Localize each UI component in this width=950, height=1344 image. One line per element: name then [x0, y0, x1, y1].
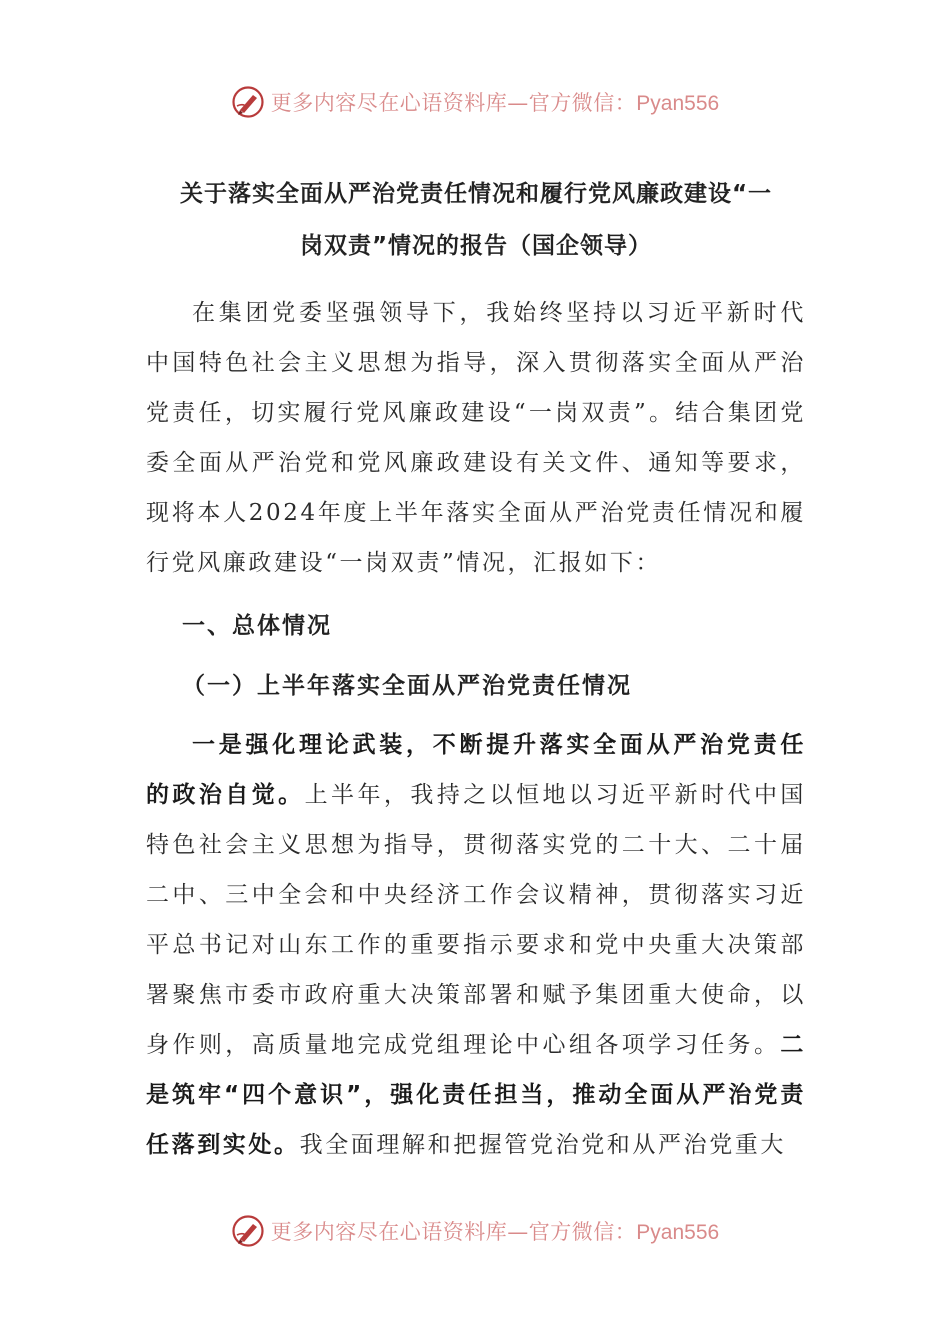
intro-paragraph: 在集团党委坚强领导下，我始终坚持以习近平新时代中国特色社会主义思想为指导，深入贯彻落实全面从严治党责任，切实履行党风廉政建设“一岗双责”。结合集团党委全面从严治党和党风廉政建设有关文件、通知等要求，现将本人2024年度上半年落实全面从严治党责任情况和履行党风廉政建设“一岗双责”情况，汇报如下： — [146, 300, 806, 576]
watermark-header — [0, 82, 950, 122]
body-paragraph — [146, 720, 806, 1170]
para2-text: 我全面理解和把握管党治党和从严治党重大 — [299, 1132, 787, 1158]
pen-logo-icon — [231, 1214, 265, 1248]
para1-text: 上半年，我持之以恒地以习近平新时代中国特色社会主义思想为指导，贯彻落实党的二十大、二十届二中、三中全会和中央经济工作会议精神，贯彻落实习近平总书记对山东工作的重要指示要求和党中央重大决策部署聚焦市委市政府重大决策部署和赋予集团重大使命，以身作则，高质量地完成党组理论中心组各项学习任务。 — [146, 782, 806, 1058]
watermark-wechat-id: Pyan556 — [636, 92, 720, 115]
watermark-text: 更多内容尽在心语资料库—官方微信：Pyan556 — [270, 91, 720, 115]
watermark-wechat-id: Pyan556 — [636, 1221, 720, 1244]
title-line-2: 岗双责”情况的报告（国企领导） — [299, 233, 653, 259]
pen-logo-icon — [231, 85, 265, 119]
section-heading-overall: 一、总体情况 — [182, 613, 332, 639]
subsection-heading-first-half: （一）上半年落实全面从严治党责任情况 — [182, 673, 632, 699]
para2-lead: 二是筑牢“四个意识”，强化责任担当，推动全面从严治党责任落到实处。 — [146, 1032, 806, 1158]
title-line-1: 关于落实全面从严治党责任情况和履行党风廉政建设“一 — [179, 181, 773, 207]
watermark-text: 更多内容尽在心语资料库—官方微信：Pyan556 — [270, 1220, 720, 1244]
document-title — [146, 168, 806, 272]
document-body — [146, 168, 806, 1170]
para1-lead: 一是强化理论武装，不断提升落实全面从严治党责任的政治自觉。 — [146, 732, 806, 808]
watermark-footer — [0, 1211, 950, 1251]
